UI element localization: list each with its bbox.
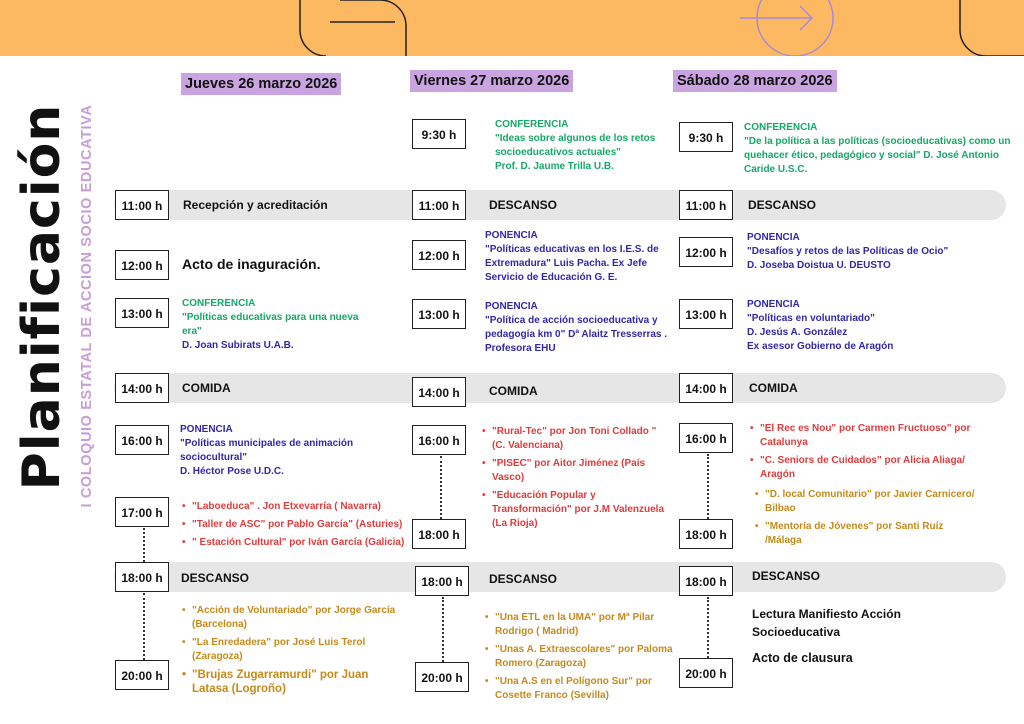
day-header-friday: Viernes 27 marzo 2026 [410,70,573,92]
break-label: DESCANSO [748,198,817,212]
time-box: 9:30 h [679,122,733,152]
time-box: 12:00 h [412,240,466,270]
time-box: 20:00 h [679,658,733,688]
time-box: 20:00 h [115,660,169,690]
list-item: • "Rural-Tec" por Jon Toni Collado " (C. Valenciana) [482,425,672,453]
time-box: 17:00 h [115,497,169,527]
ponencia-block [485,229,675,285]
time-box: 18:00 h [115,562,169,592]
ponencia-title: "Políticas educativas en los I.E.S. de Extremadura" Luis Pacha. Ex Jefe Servicio de Educación G. E. [485,244,659,283]
inauguration-label: Acto de inaguración. [182,256,321,272]
break-label: DESCANSO [752,569,821,583]
ponencia-block [747,231,987,273]
day-header-thursday: Jueves 26 marzo 2026 [181,73,341,95]
time-box: 20:00 h [415,662,469,692]
time-box: 13:00 h [412,299,466,329]
experiences-list [182,604,407,700]
list-item: • "PISEC" por Aitor Jiménez (País Vasco) [482,457,672,485]
lunch-label: COMIDA [182,381,231,395]
event-subtitle: I COLOQUIO ESTATAL DE ACCION SOCIO EDUCATIVA [79,104,95,508]
manifesto-label: Lectura Manifiesto Acción Socioeducativa [752,607,901,639]
experiences-list [182,500,417,554]
timeline-connector [707,597,709,658]
ponencia-type: PONENCIA [747,232,800,243]
band-1400 [114,373,1006,403]
time-box: 11:00 h [679,190,733,220]
ponencia-type: PONENCIA [747,299,800,310]
list-item: • "Taller de ASC" por Pablo García" (Asturies) [182,518,417,532]
ponencia-title: "Política de acción socioeducativa y pedagogía km 0" Dª Alaitz Tresserras . Profesora EHU [485,315,668,354]
conference-type: CONFERENCIA [182,298,256,309]
conference-speaker: D. Joan Subirats U.A.B. [182,340,294,351]
time-box: 14:00 h [115,373,169,403]
experiences-list [482,425,672,535]
time-box: 11:00 h [115,190,169,220]
ponencia-speaker: D. Joseba Doistua U. DEUSTO [747,260,891,271]
list-item: • "Una ETL en la UMA" por Mª Pilar Rodrigo ( Madrid) [485,611,685,639]
list-item: • "Acción de Voluntariado" por Jorge García (Barcelona) [182,604,407,632]
ponencia-type: PONENCIA [485,230,538,241]
time-box: 16:00 h [412,425,466,455]
time-box: 14:00 h [412,377,466,407]
time-box: 18:00 h [412,519,466,549]
conference-title: "De la política a las políticas (socioeducativas) como un quehacer ético, pedagógico y social" D. José Antonio Caride U.S.C. [744,136,1011,175]
lunch-label: COMIDA [749,381,798,395]
conference-block [182,297,372,353]
reception-label: Recepción y acreditación [183,198,328,212]
experiences-list [755,488,975,552]
ponencia-title: "Políticas en voluntariado" [747,313,875,324]
list-item: • "La Enredadera" por José Luis Terol (Zaragoza) [182,636,407,664]
decorative-shapes [0,0,1024,56]
conference-block [744,121,1014,177]
time-box: 13:00 h [115,298,169,328]
ponencia-block [747,298,987,354]
time-box: 18:00 h [679,519,733,549]
list-item: • "Unas A. Extraescolares" por Paloma Romero (Zaragoza) [485,643,685,671]
closing-label: Acto de clausura [752,651,853,665]
list-item: • "Una A.S en el Polígono Sur" por Cosette Franco (Sevilla) [485,675,685,703]
timeline-connector [707,454,709,519]
ponencia-title: "Políticas municipales de animación sociocultural" [180,438,354,463]
list-item: • "Brujas Zugarramurdi" por Juan Latasa (Logroño) [182,668,407,696]
ponencia-type: PONENCIA [180,424,233,435]
ponencia-type: PONENCIA [485,301,538,312]
time-box: 16:00 h [679,423,733,453]
experiences-list [485,611,685,707]
time-box: 13:00 h [679,299,733,329]
header-band [0,0,1024,56]
break-label: DESCANSO [489,572,558,586]
list-item: • "C. Seniors de Cuidados" por Alicia Aliaga/ Aragón [750,454,975,482]
list-item: • " Estación Cultural" por Iván García (Galicia) [182,536,417,550]
time-box: 12:00 h [115,250,169,280]
experiences-list [750,422,975,486]
day-header-saturday: Sábado 28 marzo 2026 [673,70,837,92]
timeline-connector [143,528,145,562]
break-label: DESCANSO [181,571,250,585]
time-box: 18:00 h [679,566,733,596]
conference-title: "Ideas sobre algunos de los retos socioeducativos actuales" [495,133,656,158]
conference-title: "Políticas educativas para una nueva era" [182,312,359,337]
time-box: 12:00 h [679,237,733,267]
conference-type: CONFERENCIA [495,119,569,130]
list-item: • "El Rec es Nou" por Carmen Fructuoso" por Catalunya [750,422,975,450]
time-box: 9:30 h [412,119,466,149]
list-item: • "Educación Popular y Transformación" por J.M Valenzuela (La Rioja) [482,489,672,531]
conference-type: CONFERENCIA [744,122,818,133]
page-title: Planificación [12,103,72,491]
list-item: • "Mentoría de Jóvenes" por Santi Ruíz /Málaga [755,520,975,548]
conference-speaker: Prof. D. Jaume Trilla U.B. [495,161,614,172]
timeline-connector [143,593,145,660]
time-box: 11:00 h [412,190,466,220]
ponencia-speaker-role: Ex asesor Gobierno de Aragón [747,341,894,352]
lunch-label: COMIDA [489,384,538,398]
list-item: • "Laboeduca" . Jon Etxevarría ( Navarra) [182,500,417,514]
ponencia-block [180,423,380,479]
ponencia-title: "Desafíos y retos de las Políticas de Ocio" [747,246,949,257]
conference-block [495,118,680,174]
break-label: DESCANSO [489,198,558,212]
timeline-connector [442,597,444,662]
time-box: 16:00 h [115,425,169,455]
timeline-connector [440,456,442,519]
ponencia-block [485,300,680,356]
ponencia-speaker: D. Héctor Pose U.D.C. [180,466,284,477]
list-item: • "D. local Comunitario" por Javier Carnicero/ Bilbao [755,488,975,516]
ponencia-speaker: D. Jesús A. González [747,327,848,338]
time-box: 14:00 h [679,373,733,403]
time-box: 18:00 h [415,566,469,596]
